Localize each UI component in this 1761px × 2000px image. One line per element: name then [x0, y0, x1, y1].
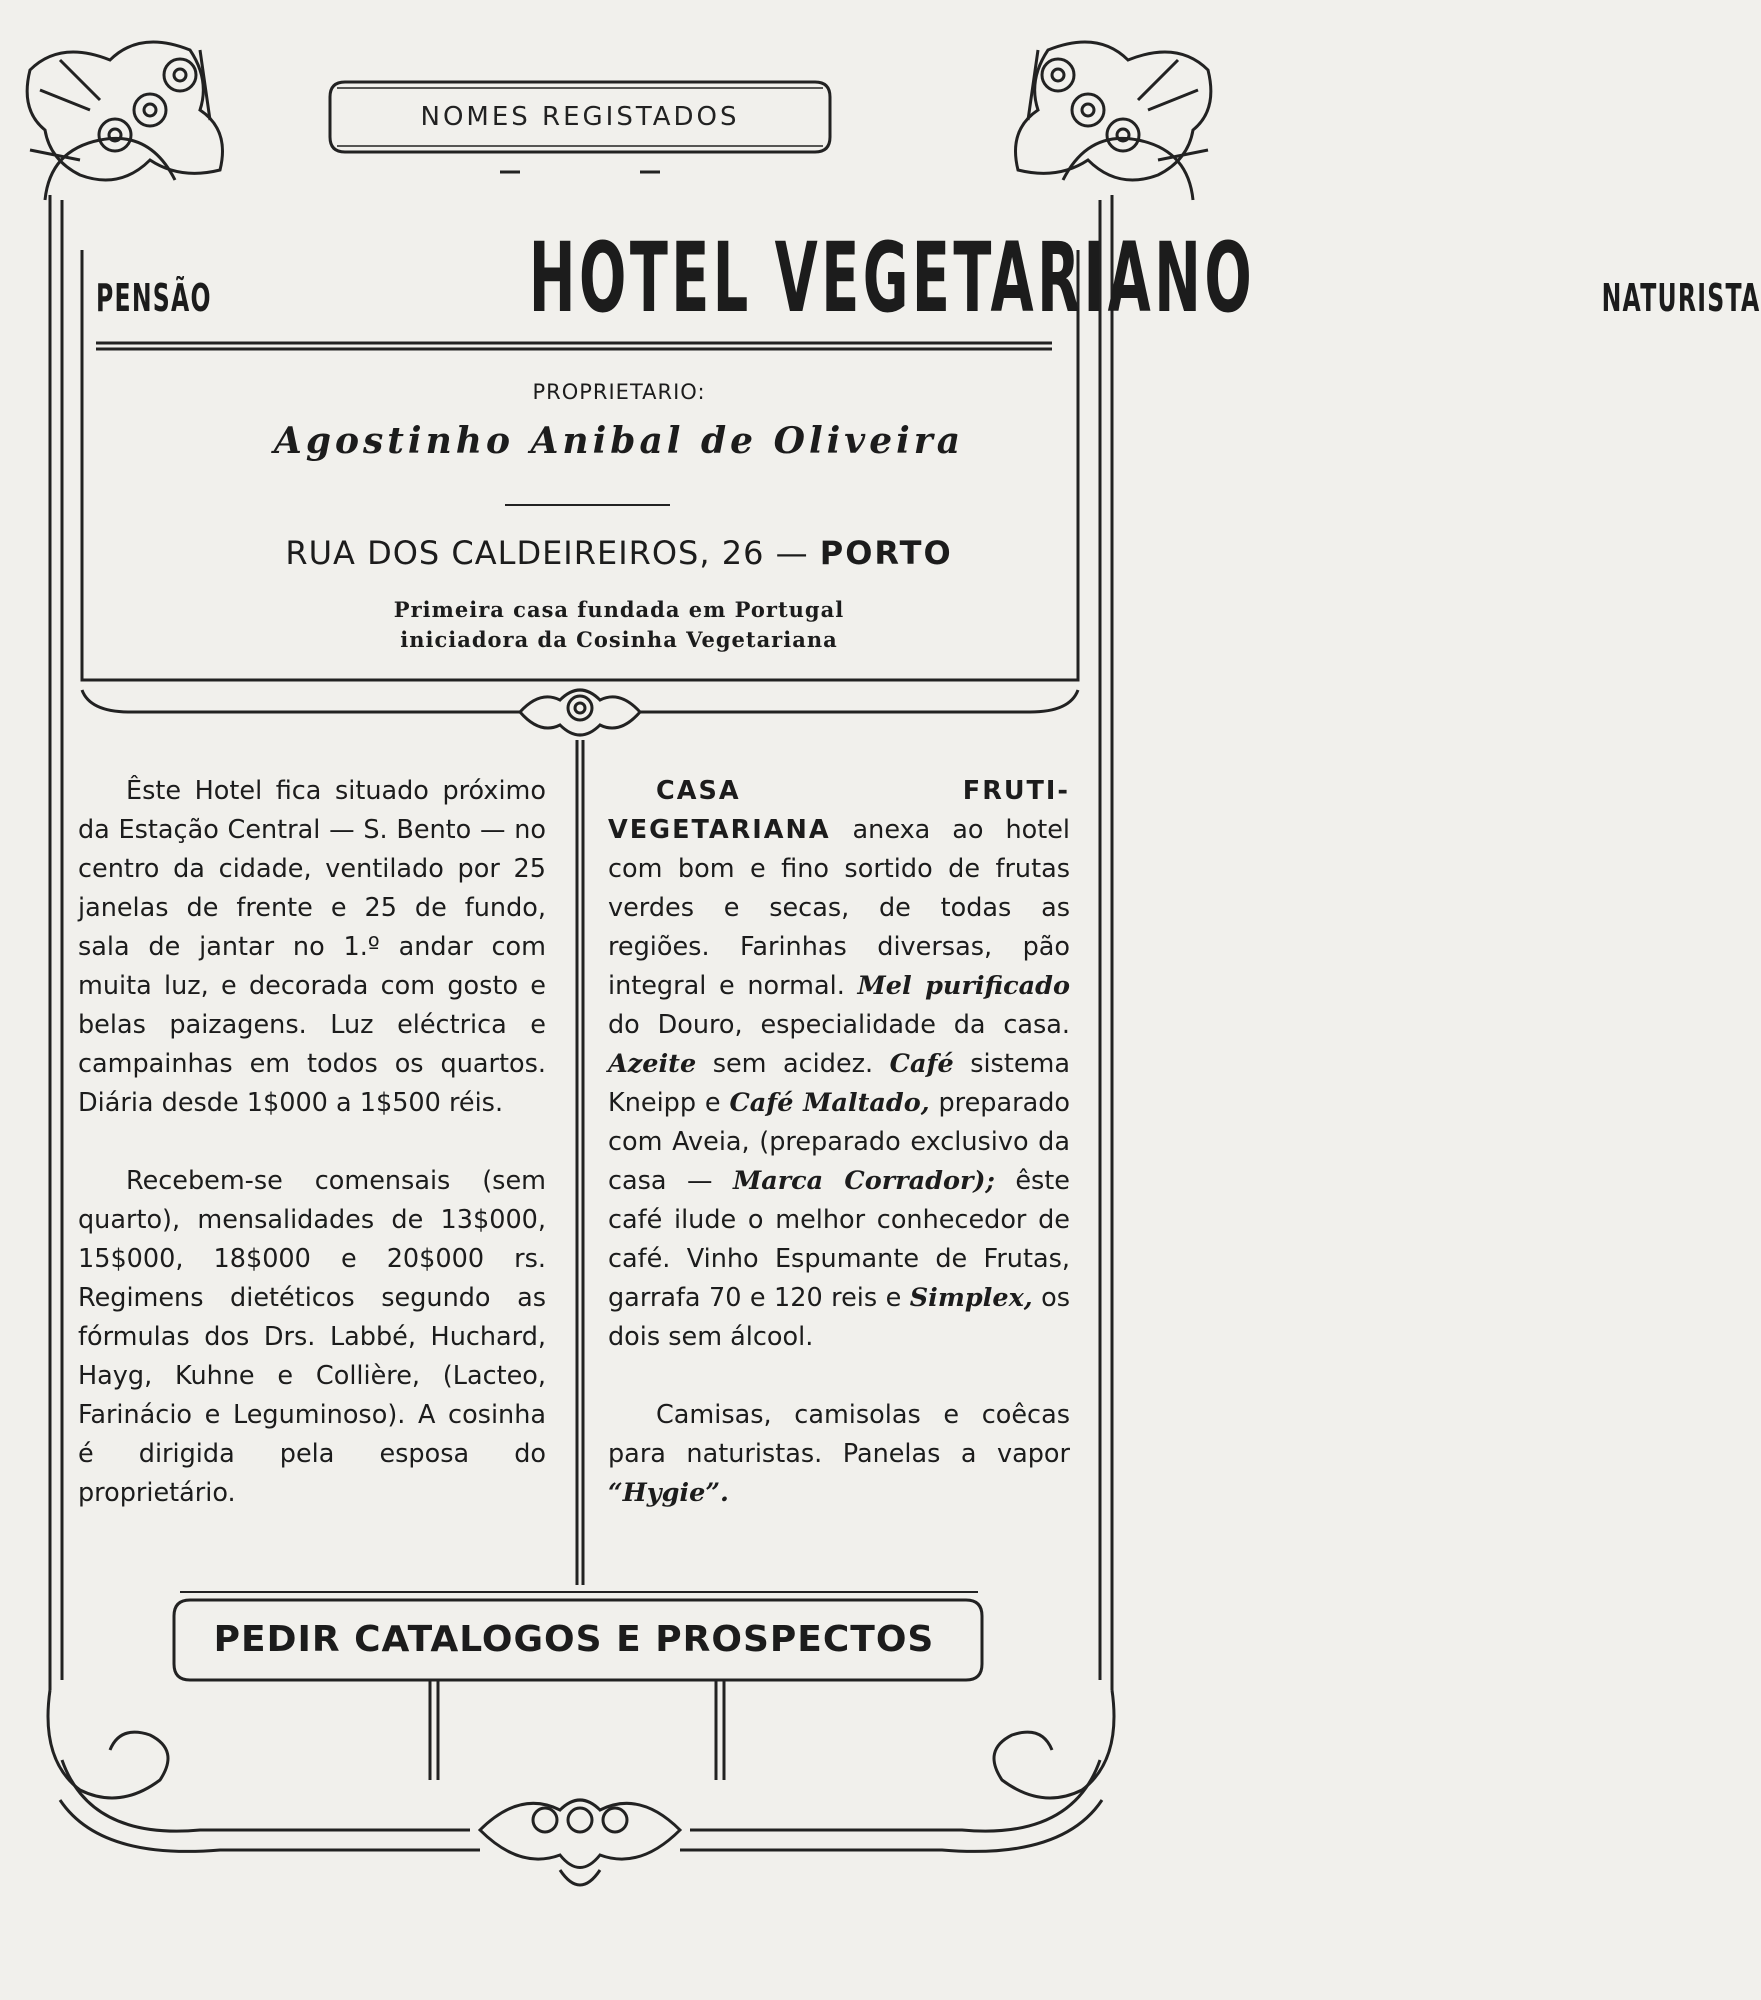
founding-note [0, 595, 1238, 655]
boarders-description: Recebem-se comensais (sem quarto), mensalidades de 13$000, 15$000, 18$000 e 20$000 rs. Regimens dietéticos segundo as fórmulas dos Drs. Labbé, Huchard, Hayg, Kuhne e Collière, (Lacteo, Farinácio e Leguminoso). A cosinha é dirigida pela esposa do proprietário. [78, 1166, 546, 1508]
title-main: HOTEL VEGETARIANO [528, 222, 1256, 334]
catalog-request: PEDIR CATALOGOS E PROSPECTOS [213, 1619, 935, 1660]
address-city: PORTO [819, 534, 953, 572]
owner-name: Agostinho Anibal de Oliveira [273, 420, 965, 462]
olive-oil-label: Azeite [608, 1049, 697, 1079]
shop-description: CASA FRUTI-VEGETARIANA anexa ao hotel com bom e fino sortido de frutas verdes e secas, de todas as regiões. Farinhas diversas, pão integral e normal. Mel purificado do Douro, especialidade da casa. Azeite sem acidez. Café sistema Kneipp e Café Maltado, preparado com Aveia, (preparado exclusivo da casa — Marca Corrador); êste café ilude o melhor conhecedor de café. Vinho Espumante de Frutas, garrafa 70 e 120 reis e Simplex, os dois sem álcool. [608, 776, 1071, 1352]
right-column [608, 772, 1070, 1552]
shop-name: CASA FRUTI-VEGETARIANA [608, 776, 1070, 845]
floral-ornament-icon [1016, 42, 1211, 200]
scroll-ornament-icon [48, 1690, 1114, 1885]
hygie-label: “Hygie”. [608, 1478, 729, 1508]
hotel-title [96, 222, 1761, 334]
address [0, 534, 1238, 572]
address-street: RUA DOS CALDEIREIROS, 26 — [285, 534, 809, 572]
malted-coffee-label: Café Maltado, [729, 1088, 930, 1118]
founding-line-2: iniciadora da Cosinha Vegetariana [400, 627, 838, 652]
owner-label: PROPRIETARIO: [532, 380, 706, 404]
founding-line-1: Primeira casa fundada em Portugal [393, 597, 845, 622]
floral-ornament-icon [27, 42, 222, 200]
left-column [78, 772, 546, 1552]
title-pensao: PENSÃO [96, 276, 212, 320]
coffee-label: Café [889, 1049, 954, 1079]
hotel-description: Êste Hotel fica situado próximo da Estação Central — S. Bento — no centro da cidade, ventilado por 25 janelas de frente e 25 de fundo, sala de jantar no 1.º andar com muita luz, e decorada com gosto e belas paizagens. Luz eléctrica e campainhas em todos os quartos. Diária desde 1$000 a 1$500 réis. [78, 776, 546, 1118]
title-naturista: NATURISTA [1601, 276, 1761, 320]
rosette-ornament-icon [520, 690, 640, 735]
simplex-label: Simplex, [909, 1283, 1033, 1313]
brand-label: Marca Corrador); [732, 1166, 995, 1196]
clothing-description: Camisas, camisolas e coêcas para naturistas. Panelas a vapor “Hygie”. [608, 1400, 1070, 1508]
honey-label: Mel purificado [857, 971, 1071, 1001]
registered-names-banner: NOMES REGISTADOS [420, 102, 740, 132]
